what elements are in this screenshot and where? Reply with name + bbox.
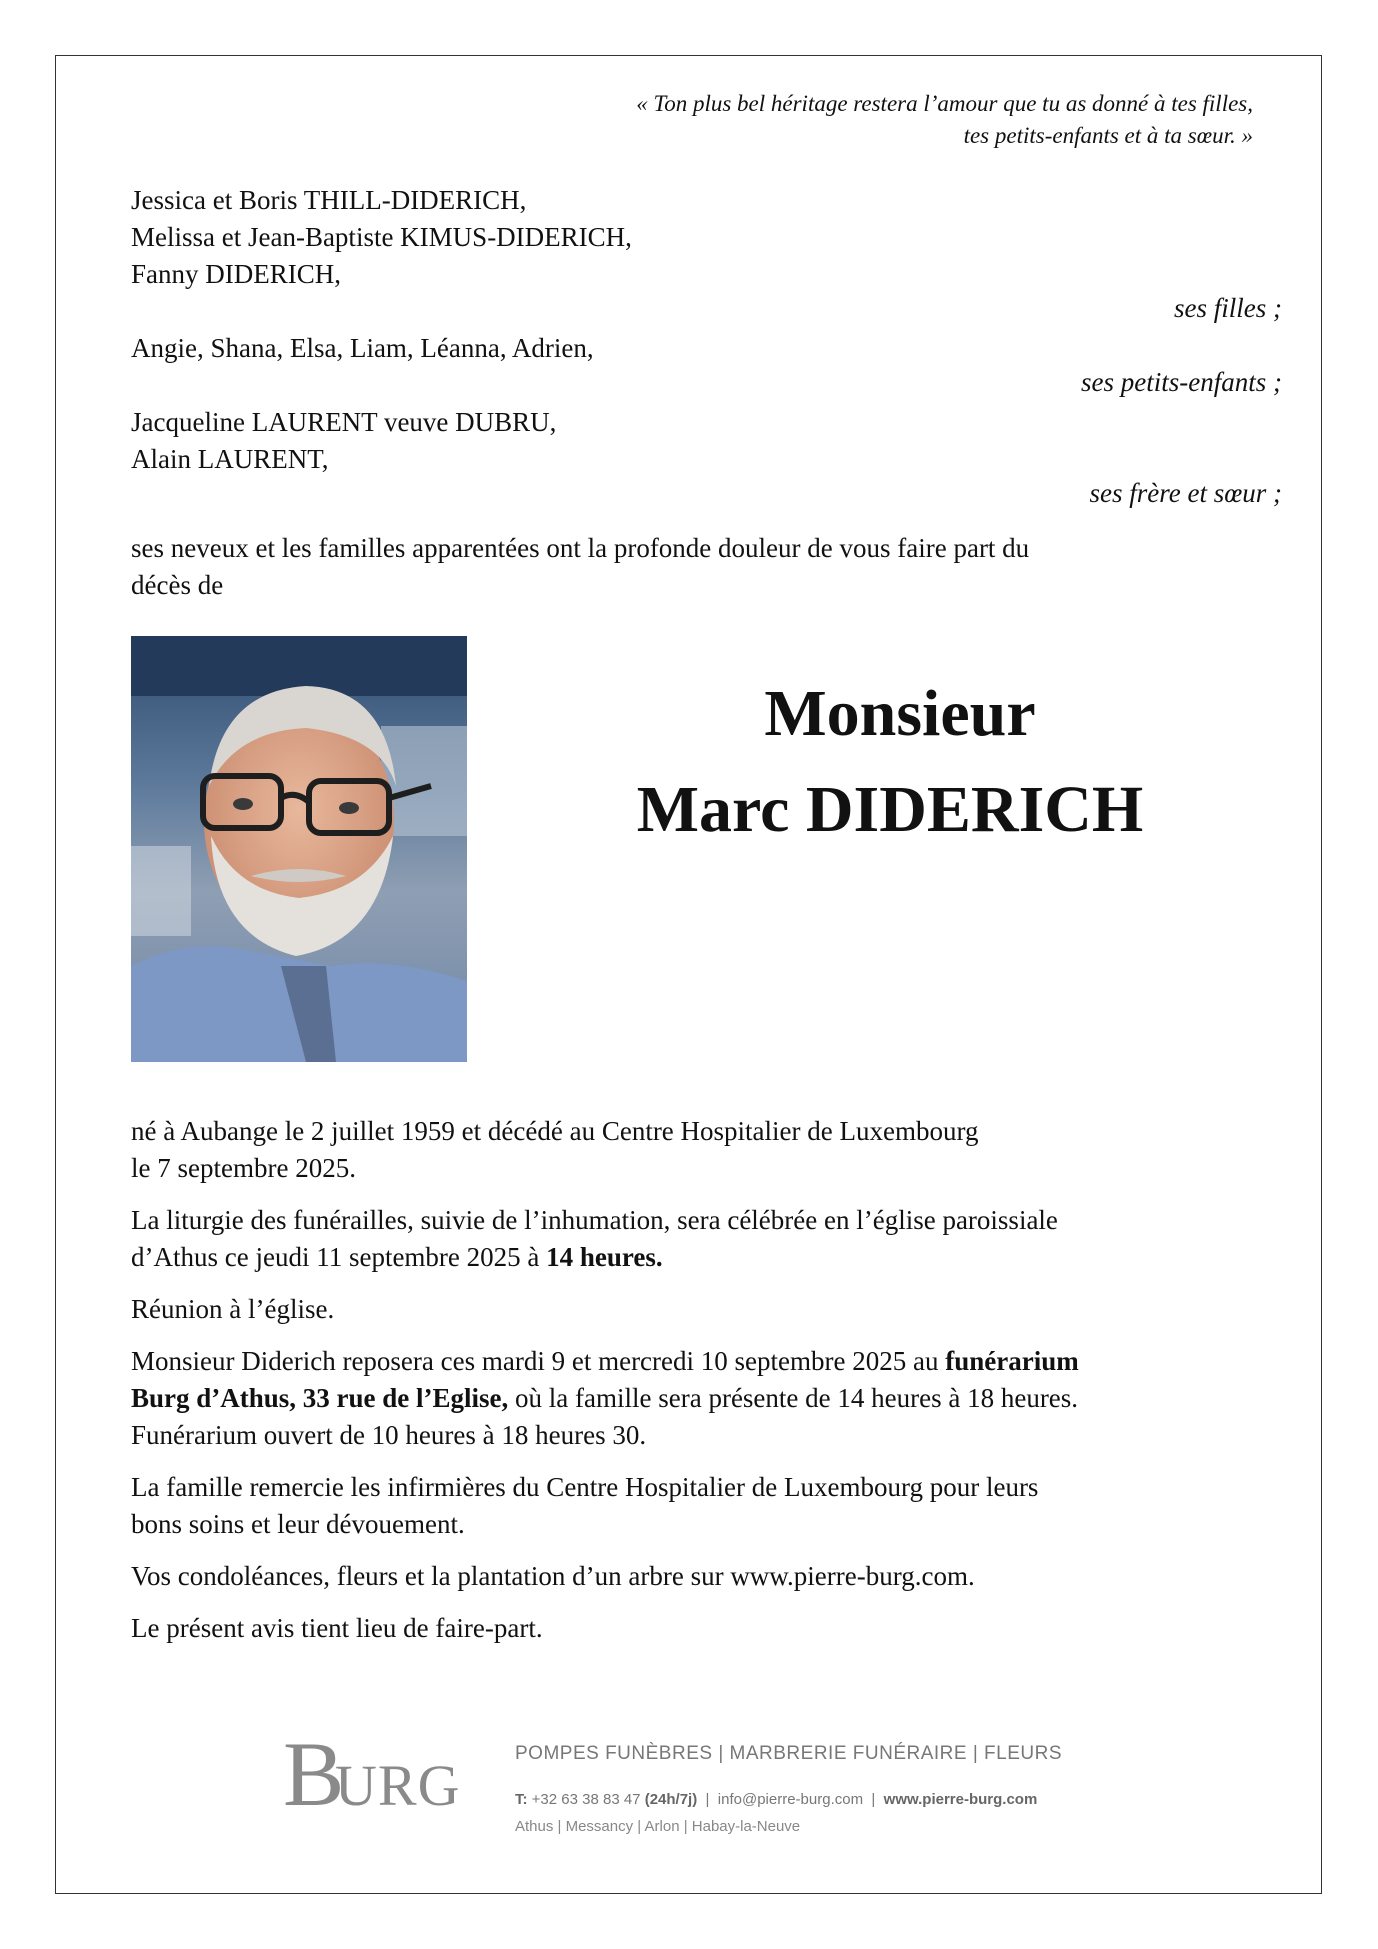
footer-services: POMPES FUNÈBRES | MARBRERIE FUNÉRAIRE | FLEURS: [515, 1743, 1063, 1764]
thanks-line-1: La famille remercie les infirmières du Centre Hospitalier de Luxembourg pour leurs: [131, 1472, 1039, 1502]
role-daughters: ses filles ;: [1174, 293, 1282, 323]
liturgy-line-2: [131, 1239, 1291, 1276]
epigraph-line-2: tes petits-enfants et à ta sœur. »: [963, 123, 1253, 148]
thanks-line-2: bons soins et leur dévouement.: [131, 1509, 465, 1539]
liturgy-line-1: La liturgie des funérailles, suivie de l’inhumation, sera célébrée en l’église paroissiale: [131, 1205, 1058, 1235]
svg-text:B: B: [283, 1735, 345, 1815]
footer-contact: [515, 1791, 1037, 1808]
footer-email: info@pierre-burg.com: [717, 1791, 864, 1808]
family-daughter-2: Melissa et Jean-Baptiste KIMUS-DIDERICH,: [131, 222, 632, 252]
announcement-line-1: ses neveux et les familles apparentées ont la profonde douleur de vous faire part du: [131, 533, 1030, 563]
portrait-illustration: [131, 636, 467, 1062]
repose-line-3: Funérarium ouvert de 10 heures à 18 heures 30.: [131, 1420, 647, 1450]
role-grandchildren: ses petits-enfants ;: [1081, 367, 1282, 397]
footer-phone-label: T:: [515, 1791, 528, 1808]
epigraph-line-1: « Ton plus bel héritage restera l’amour que tu as donné à tes filles,: [636, 91, 1253, 116]
reunion-paragraph: Réunion à l’église.: [131, 1294, 335, 1324]
birth-death-paragraph: [131, 1113, 1291, 1187]
thanks-paragraph: [131, 1469, 1291, 1543]
liturgy-paragraph: [131, 1202, 1291, 1276]
footer-separator-2: |: [867, 1791, 880, 1808]
deceased-name: Marc DIDERICH: [636, 773, 1144, 846]
notice-paragraph: Le présent avis tient lieu de faire-part.: [131, 1613, 543, 1643]
repose-venue-start: funérarium: [945, 1346, 1079, 1376]
repose-line-1: [131, 1343, 1291, 1380]
birth-line-1: né à Aubange le 2 juillet 1959 et décédé au Centre Hospitalier de Luxembourg: [131, 1116, 979, 1146]
condolences-paragraph: Vos condoléances, fleurs et la plantation d’un arbre sur www.pierre-burg.com.: [131, 1561, 975, 1591]
liturgy-time: 14 heures.: [546, 1242, 663, 1272]
svg-text:URG: URG: [335, 1753, 461, 1815]
repose-dates-text: Monsieur Diderich reposera ces mardi 9 et mercredi 10 septembre 2025 au: [131, 1346, 946, 1376]
birth-line-2: le 7 septembre 2025.: [131, 1153, 356, 1183]
footer-website: www.pierre-burg.com: [883, 1791, 1038, 1808]
footer-phone-hours: (24h/7j): [644, 1791, 698, 1808]
family-sibling-1: Jacqueline LAURENT veuve DUBRU,: [131, 407, 557, 437]
footer-separator-1: |: [701, 1791, 714, 1808]
footer-locations: Athus | Messancy | Arlon | Habay-la-Neuve: [515, 1818, 801, 1835]
portrait-photo: [131, 636, 467, 1062]
footer-phone: +32 63 38 83 47: [531, 1791, 641, 1808]
liturgy-date-text: d’Athus ce jeudi 11 septembre 2025 à: [131, 1242, 547, 1272]
family-daughter-1: Jessica et Boris THILL-DIDERICH,: [131, 185, 527, 215]
repose-line-2: [131, 1380, 1291, 1417]
repose-family-hours: où la famille sera présente de 14 heures à 18 heures.: [508, 1383, 1079, 1413]
burg-logo: [283, 1735, 463, 1820]
family-grandchildren: Angie, Shana, Elsa, Liam, Léanna, Adrien,: [131, 333, 594, 363]
role-siblings: ses frère et sœur ;: [1089, 478, 1282, 508]
repose-paragraph: [131, 1343, 1291, 1454]
repose-venue-address: Burg d’Athus, 33 rue de l’Eglise,: [131, 1383, 509, 1413]
announcement-line-2: décès de: [131, 570, 224, 600]
deceased-title: Monsieur: [764, 677, 1036, 750]
family-daughter-3: Fanny DIDERICH,: [131, 259, 341, 289]
burg-logo-graphic: [283, 1735, 463, 1815]
family-sibling-2: Alain LAURENT,: [131, 444, 329, 474]
